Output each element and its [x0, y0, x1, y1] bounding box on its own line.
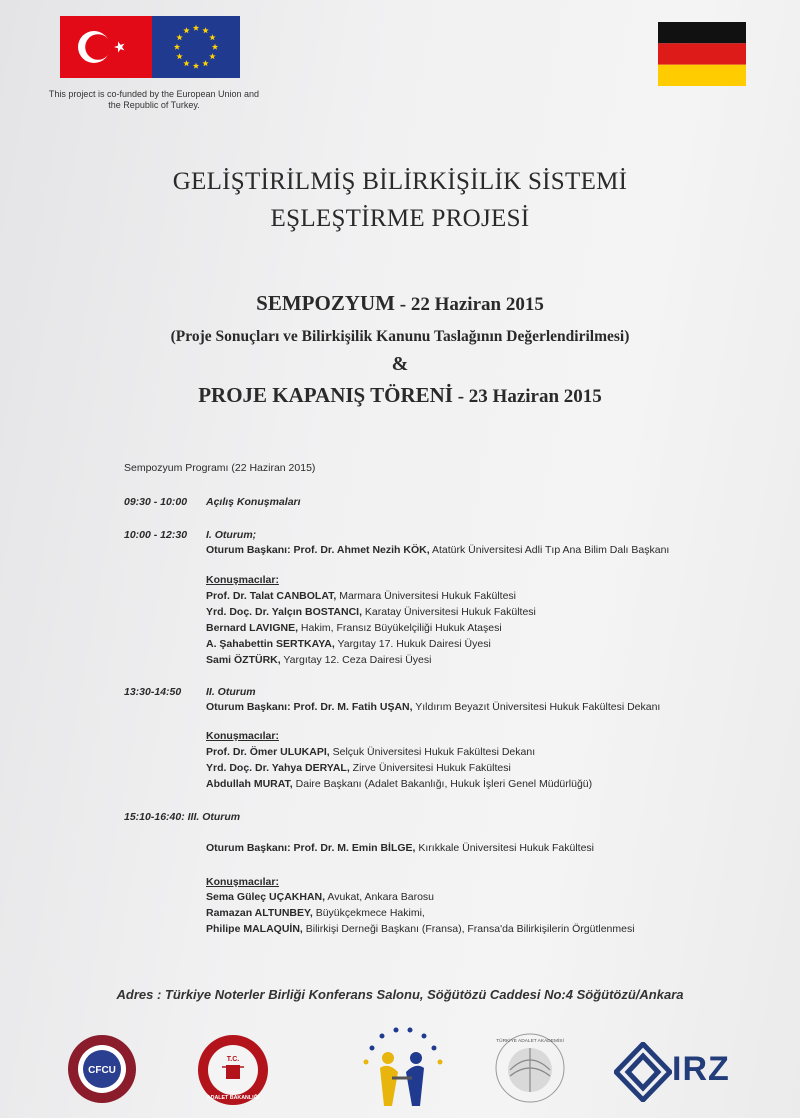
speaker-affiliation: Selçuk Üniversitesi Hukuk Fakültesi Dekanı	[332, 746, 536, 758]
list-item	[206, 907, 425, 919]
session1-chair	[206, 544, 669, 556]
closing-ceremony-heading	[0, 383, 800, 408]
justice-academy-logo-icon	[492, 1030, 568, 1106]
symposium-label: SEMPOZYUM	[256, 291, 395, 315]
speaker-affiliation: Avukat, Ankara Barosu	[327, 891, 434, 903]
opening-time: 09:30 - 10:00	[124, 496, 188, 508]
cfcu-logo-icon	[66, 1033, 138, 1105]
list-item	[206, 622, 502, 634]
speaker-name: Bernard LAVIGNE,	[206, 622, 298, 634]
session3-speakers-label: Konuşmacılar:	[206, 876, 279, 888]
symposium-date: - 22 Haziran 2015	[399, 294, 544, 315]
session1-speakers-label: Konuşmacılar:	[206, 574, 279, 586]
speaker-name: Abdullah MURAT,	[206, 778, 293, 790]
closing-label: PROJE KAPANIŞ TÖRENİ	[198, 383, 453, 407]
speaker-name: Yrd. Doç. Dr. Yahya DERYAL,	[206, 762, 350, 774]
session2-chair-name: Oturum Başkanı: Prof. Dr. M. Fatih UŞAN,	[206, 701, 413, 713]
speaker-affiliation: Marmara Üniversitesi Hukuk Fakültesi	[339, 590, 517, 602]
list-item	[206, 590, 516, 602]
session2-speakers-label: Konuşmacılar:	[206, 730, 279, 742]
speaker-affiliation: Zirve Üniversitesi Hukuk Fakültesi	[352, 762, 511, 774]
closing-date: - 23 Haziran 2015	[457, 386, 602, 407]
speaker-affiliation: Karatay Üniversitesi Hukuk Fakültesi	[364, 606, 536, 618]
opening-label: Açılış Konuşmaları	[206, 496, 301, 508]
twinning-figures-logo-icon	[352, 1022, 452, 1108]
speaker-name: Prof. Dr. Ömer ULUKAPI,	[206, 746, 330, 758]
symposium-heading	[0, 291, 800, 316]
speaker-affiliation: Büyükçekmece Hakimi,	[315, 907, 425, 919]
session1-label: I. Oturum;	[206, 529, 257, 541]
session1-row	[124, 529, 256, 541]
speaker-name: Yrd. Doç. Dr. Yalçın BOSTANCI,	[206, 606, 362, 618]
symposium-subtitle: (Proje Sonuçları ve Bilirkişilik Kanunu Taslağının Değerlendirilmesi)	[170, 328, 630, 345]
program-heading: Sempozyum Programı (22 Haziran 2015)	[124, 462, 316, 474]
session2-chair	[206, 701, 660, 713]
germany-flag-icon	[658, 22, 746, 86]
session3-row: 15:10-16:40: III. Oturum	[124, 811, 241, 823]
session2-label: II. Oturum	[206, 686, 256, 698]
ministry-of-justice-logo-icon	[196, 1033, 270, 1107]
session1-time: 10:00 - 12:30	[124, 529, 188, 541]
session1-chair-name: Oturum Başkanı: Prof. Dr. Ahmet Nezih KÖK,	[206, 544, 430, 556]
speaker-name: Sema Güleç UÇAKHAN,	[206, 891, 326, 903]
speaker-affiliation: Yargıtay 17. Hukuk Dairesi Üyesi	[337, 638, 491, 650]
list-item	[206, 638, 491, 650]
irz-logo-icon	[614, 1042, 672, 1102]
opening-row	[124, 496, 301, 508]
ampersand: &	[391, 353, 409, 375]
session2-row	[124, 686, 256, 698]
speaker-name: Ramazan ALTUNBEY,	[206, 907, 313, 919]
session3-chair-name: Oturum Başkanı: Prof. Dr. M. Emin BİLGE,	[206, 842, 416, 854]
list-item	[206, 923, 635, 935]
academy-logo-text: TÜRKİYE ADALET AKADEMİSİ	[496, 1039, 564, 1044]
list-item	[206, 891, 434, 903]
venue-address: Adres : Türkiye Noterler Birliği Konferans Salonu, Söğütözü Caddesi No:4 Söğütözü/Ankara	[116, 987, 684, 1002]
speaker-affiliation: Yargıtay 12. Ceza Dairesi Üyesi	[283, 654, 432, 666]
speaker-name: Philipe MALAQUİN,	[206, 923, 303, 935]
speaker-affiliation: Bilirkişi Derneği Başkanı (Fransa), Fransa'da Bilirkişilerin Örgütlenmesi	[305, 923, 635, 935]
ministry-logo-text: ADALET BAKANLIĞI	[206, 1095, 260, 1101]
eu-flag-icon	[152, 10, 240, 86]
list-item	[206, 762, 511, 774]
speaker-name: Sami ÖZTÜRK,	[206, 654, 281, 666]
speaker-affiliation: Hakim, Fransız Büyükelçiliği Hukuk Ataşesi	[300, 622, 502, 634]
list-item	[206, 778, 592, 790]
session2-time: 13:30-14:50	[124, 686, 182, 698]
project-title-line2: EŞLEŞTİRME PROJESİ	[270, 205, 530, 232]
project-title-line1: GELİŞTİRİLMİŞ BİLİRKİŞİLİK SİSTEMİ	[172, 168, 628, 195]
list-item	[206, 654, 431, 666]
speaker-name: A. Şahabettin SERTKAYA,	[206, 638, 335, 650]
list-item	[206, 606, 536, 618]
session3-chair	[206, 842, 594, 854]
cofund-notice: This project is co-funded by the European Union and the Republic of Turkey.	[48, 89, 260, 110]
speaker-name: Prof. Dr. Talat CANBOLAT,	[206, 590, 337, 602]
session2-chair-affiliation: Yıldırım Beyazıt Üniversitesi Hukuk Fakültesi Dekanı	[415, 701, 661, 713]
speaker-affiliation: Daire Başkanı (Adalet Bakanlığı, Hukuk İşleri Genel Müdürlüğü)	[295, 778, 593, 790]
session1-chair-affiliation: Atatürk Üniversitesi Adli Tıp Ana Bilim Dalı Başkanı	[432, 544, 670, 556]
cfcu-logo-text: CFCU	[88, 1065, 116, 1076]
ministry-logo-tc: T.C.	[226, 1056, 240, 1063]
irz-logo-text: IRZ	[672, 1050, 730, 1088]
list-item	[206, 746, 535, 758]
turkey-flag-icon	[60, 10, 152, 86]
session3-chair-affiliation: Kırıkkale Üniversitesi Hukuk Fakültesi	[418, 842, 595, 854]
